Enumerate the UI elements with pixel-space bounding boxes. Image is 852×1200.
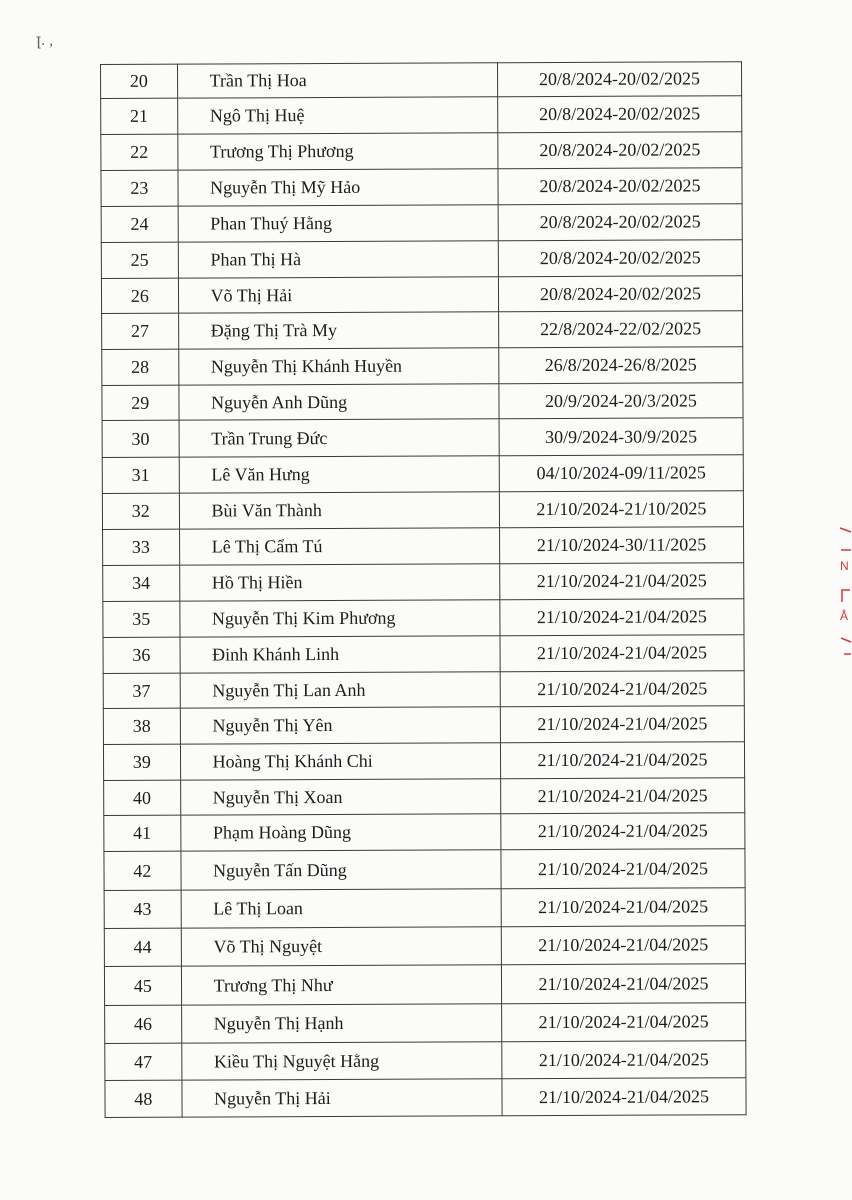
contract-period: 21/10/2024-21/04/2025 — [500, 706, 744, 743]
table-row — [104, 888, 745, 929]
contract-period: 21/10/2024-21/04/2025 — [500, 599, 744, 636]
employee-name: Ngô Thị Huệ — [177, 97, 497, 134]
row-number: 24 — [101, 206, 178, 242]
row-number: 48 — [105, 1080, 182, 1117]
row-number: 38 — [103, 708, 180, 744]
table-row — [105, 1078, 746, 1118]
row-number: 36 — [103, 637, 180, 673]
row-number: 42 — [104, 851, 181, 890]
table-row — [102, 418, 743, 458]
contract-period: 21/10/2024-21/04/2025 — [500, 635, 744, 672]
row-number: 28 — [102, 349, 179, 385]
row-number: 32 — [102, 493, 179, 529]
row-number: 35 — [103, 601, 180, 637]
staff-table — [100, 61, 747, 1118]
contract-period: 20/8/2024-20/02/2025 — [498, 132, 742, 169]
employee-name: Hoàng Thị Khánh Chi — [180, 743, 500, 780]
svg-text:N: N — [840, 559, 849, 573]
contract-period: 21/10/2024-21/04/2025 — [501, 778, 745, 814]
employee-name: Hồ Thị Hiền — [179, 564, 499, 601]
contract-period: 20/8/2024-20/02/2025 — [497, 62, 741, 97]
contract-period: 20/8/2024-20/02/2025 — [498, 168, 742, 205]
row-number: 40 — [104, 780, 181, 815]
table-row — [105, 1041, 746, 1081]
table-row — [102, 383, 743, 421]
contract-period: 20/9/2024-20/3/2025 — [499, 383, 743, 419]
row-number: 33 — [103, 529, 180, 565]
scan-mark: ꞁ. , — [36, 32, 54, 49]
table-row — [101, 240, 742, 279]
table-row — [101, 168, 742, 207]
row-number: 31 — [102, 457, 179, 493]
red-stamp-edge — [838, 520, 852, 670]
employee-name: Trần Thị Hoa — [177, 63, 497, 98]
contract-period: 21/10/2024-21/10/2025 — [499, 491, 743, 528]
row-number: 37 — [103, 673, 180, 708]
table-row — [101, 204, 742, 243]
row-number: 23 — [101, 170, 178, 206]
row-number: 34 — [103, 565, 180, 601]
table-row — [102, 347, 743, 386]
table-row — [102, 311, 743, 350]
table-row — [103, 563, 744, 602]
row-number: 25 — [101, 242, 178, 278]
contract-period: 21/10/2024-21/04/2025 — [502, 1041, 746, 1079]
employee-name: Nguyễn Thị Hải — [182, 1079, 502, 1117]
contract-period: 20/8/2024-20/02/2025 — [498, 276, 742, 312]
row-number: 27 — [102, 313, 179, 349]
contract-period: 21/10/2024-21/04/2025 — [500, 563, 744, 600]
table-row — [103, 671, 744, 709]
contract-period: 04/10/2024-09/11/2025 — [499, 455, 743, 492]
row-number: 44 — [104, 928, 181, 966]
contract-period: 26/8/2024-26/8/2025 — [499, 347, 743, 384]
table-row — [103, 599, 744, 638]
row-number: 21 — [101, 98, 178, 134]
table-row — [103, 742, 744, 781]
employee-name: Kiều Thị Nguyệt Hằng — [181, 1042, 501, 1080]
row-number: 20 — [101, 64, 178, 98]
table-row — [101, 276, 742, 314]
employee-name: Nguyễn Anh Dũng — [178, 384, 498, 420]
employee-name: Lê Thị Cẩm Tú — [179, 528, 499, 565]
table-row — [103, 635, 744, 674]
employee-name: Trần Trung Đức — [179, 419, 499, 457]
employee-name: Nguyễn Thị Hạnh — [181, 1004, 501, 1043]
contract-period: 20/8/2024-20/02/2025 — [498, 96, 742, 133]
svg-text:Å: Å — [840, 609, 849, 623]
employee-name: Nguyễn Thị Lan Anh — [180, 672, 500, 708]
row-number: 47 — [105, 1043, 182, 1080]
contract-period: 21/10/2024-21/04/2025 — [501, 813, 745, 850]
table-row — [104, 964, 745, 1006]
employee-name: Lê Văn Hưng — [179, 456, 499, 493]
employee-name: Trương Thị Phương — [177, 133, 497, 170]
employee-name: Nguyễn Tấn Dũng — [181, 850, 501, 890]
table-row — [103, 706, 744, 745]
table-row — [101, 62, 742, 99]
employee-name: Phạm Hoàng Dũng — [180, 814, 500, 851]
table-row — [103, 527, 744, 566]
contract-period: 21/10/2024-21/04/2025 — [501, 1003, 745, 1042]
row-number: 41 — [104, 815, 181, 851]
table-row — [102, 455, 743, 494]
employee-name: Bùi Văn Thành — [179, 492, 499, 529]
contract-period: 20/8/2024-20/02/2025 — [498, 240, 742, 277]
contract-period: 21/10/2024-21/04/2025 — [500, 742, 744, 779]
table-row — [101, 132, 742, 171]
contract-period: 21/10/2024-21/04/2025 — [501, 926, 745, 965]
row-number: 43 — [104, 890, 181, 928]
table-row — [104, 926, 745, 967]
contract-period: 21/10/2024-21/04/2025 — [500, 671, 744, 707]
table-row — [104, 813, 745, 852]
contract-period: 21/10/2024-21/04/2025 — [501, 849, 745, 889]
employee-name: Nguyễn Thị Xoan — [180, 779, 500, 815]
contract-period: 21/10/2024-30/11/2025 — [499, 527, 743, 564]
table-row — [101, 96, 742, 135]
contract-period: 20/8/2024-20/02/2025 — [498, 204, 742, 241]
contract-period: 30/9/2024-30/9/2025 — [499, 418, 743, 456]
table-row — [104, 778, 745, 816]
row-number: 29 — [102, 385, 179, 420]
employee-name: Nguyễn Thị Mỹ Hảo — [178, 169, 498, 206]
contract-period: 21/10/2024-21/04/2025 — [502, 1078, 746, 1116]
employee-name: Võ Thị Hải — [178, 277, 498, 313]
employee-name: Trương Thị Như — [181, 965, 501, 1005]
employee-name: Phan Thuý Hằng — [178, 205, 498, 242]
employee-name: Nguyễn Thị Yên — [180, 707, 500, 744]
table-row — [102, 491, 743, 530]
employee-name: Đinh Khánh Linh — [180, 636, 500, 673]
employee-name: Võ Thị Nguyệt — [181, 927, 501, 966]
table-row — [105, 1003, 746, 1044]
row-number: 46 — [105, 1005, 182, 1043]
stamp-fragment-icon — [838, 520, 852, 670]
contract-period: 22/8/2024-22/02/2025 — [498, 311, 742, 348]
row-number: 45 — [104, 966, 181, 1005]
employee-name: Phan Thị Hà — [178, 241, 498, 278]
contract-period: 21/10/2024-21/04/2025 — [501, 964, 745, 1004]
employee-name: Nguyễn Thị Kim Phương — [179, 600, 499, 637]
row-number: 26 — [101, 278, 178, 313]
row-number: 30 — [102, 420, 179, 457]
row-number: 22 — [101, 134, 178, 170]
row-number: 39 — [103, 744, 180, 780]
employee-name: Đặng Thị Trà My — [178, 312, 498, 349]
contract-period: 21/10/2024-21/04/2025 — [501, 888, 745, 927]
employee-name: Nguyễn Thị Khánh Huyền — [178, 348, 498, 385]
table-row — [104, 849, 745, 891]
employee-name: Lê Thị Loan — [181, 889, 501, 928]
